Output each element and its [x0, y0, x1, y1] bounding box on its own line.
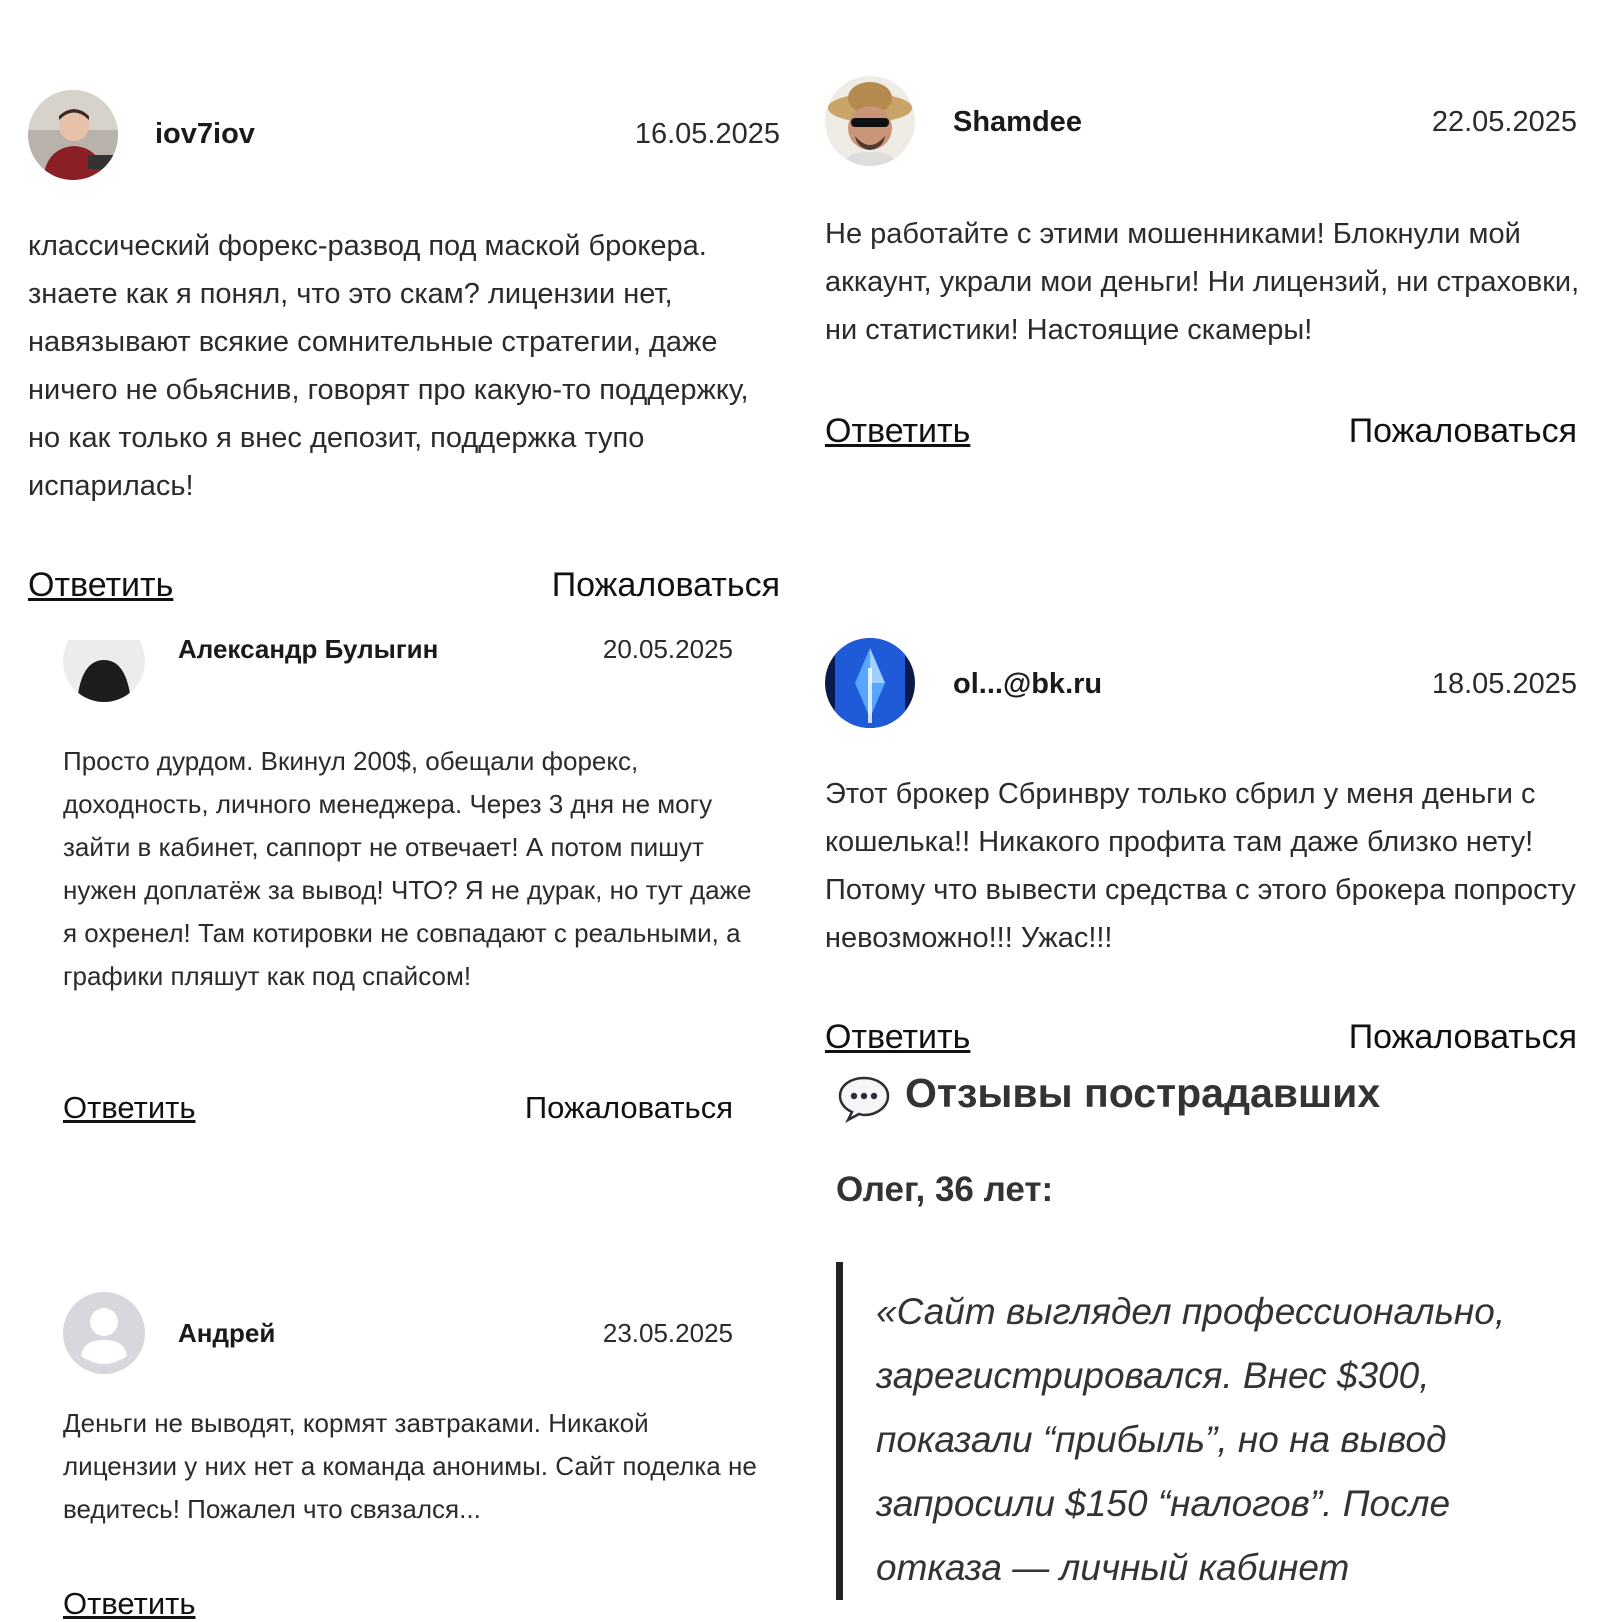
avatar	[825, 638, 915, 728]
reply-link[interactable]: Ответить	[28, 566, 174, 604]
speech-bubble-icon	[836, 1074, 892, 1124]
username: iov7iov	[155, 118, 255, 150]
reply-link[interactable]: Ответить	[825, 1018, 971, 1056]
report-link[interactable]: Пожаловаться	[1348, 412, 1577, 450]
section-title: Отзывы пострадавших	[905, 1070, 1381, 1116]
avatar	[63, 640, 145, 702]
review-date: 23.05.2025	[602, 1318, 733, 1348]
avatar	[28, 90, 118, 180]
avatar	[825, 76, 915, 166]
review-date: 18.05.2025	[1431, 668, 1577, 700]
review-text: Деньги не выводят, кормят завтраками. Никакой лицензии у них нет а команда анонимы. Сайт поделка не ведитесь! Пожалел что связался...	[63, 1408, 757, 1524]
review-date: 16.05.2025	[634, 118, 780, 150]
review-text: Не работайте с этими мошенниками! Блокнули мой аккаунт, украли мои деньги! Ни лицензий, ни страховки, ни статистики! Настоящие скамеры!	[825, 218, 1580, 346]
review-text: классический форекс-развод под маской брокера. знаете как я понял, что это скам? лицензии нет, навязывают всякие сомнительные стратегии, даже ничего не обьяснив, говорят про какую-то поддержку, но как только я внес депозит, поддержка тупо испарилась!	[28, 230, 749, 502]
report-link[interactable]: Пожаловаться	[551, 566, 780, 604]
review-date: 20.05.2025	[602, 640, 733, 664]
review-date: 22.05.2025	[1431, 106, 1577, 138]
username: Shamdee	[953, 106, 1082, 138]
testimonial-author: Олег, 36 лет:	[836, 1170, 1054, 1209]
report-link[interactable]: Пожаловаться	[1348, 1018, 1577, 1056]
reply-link[interactable]: Ответить	[63, 1586, 196, 1621]
reply-link[interactable]: Ответить	[825, 412, 971, 450]
quote-bar	[836, 1262, 843, 1600]
review-text: Этот брокер Сбринвру только сбрил у меня деньги с кошелька!! Никакого профита там даже близко нету! Потому что вывести средства с этого брокера попросту невозможно!!! Ужас!!!	[825, 778, 1576, 954]
report-link[interactable]: Пожаловаться	[524, 1090, 733, 1125]
testimonial-quote: «Сайт выглядел профессионально, зарегистрировался. Внес $300, показали “прибыль”, но на вывод запросили $150 “налогов”. После отказа — личный кабинет	[876, 1291, 1506, 1588]
review-text: Просто дурдом. Вкинул 200$, обещали форекс, доходность, личного менеджера. Через 3 дня не могу зайти в кабинет, саппорт не отвечает! А потом пишут нужен доплатёж за вывод! ЧТО? Я не дурак, но тут даже я охренел! Там котировки не совпадают с реальными, а графики пляшут как под спайсом!	[63, 746, 752, 991]
user-avatar-icon	[63, 1292, 145, 1374]
reply-link[interactable]: Ответить	[63, 1090, 196, 1125]
username: ol...@bk.ru	[953, 668, 1103, 700]
username: Александр Булыгин	[178, 640, 439, 664]
username: Андрей	[178, 1318, 276, 1348]
